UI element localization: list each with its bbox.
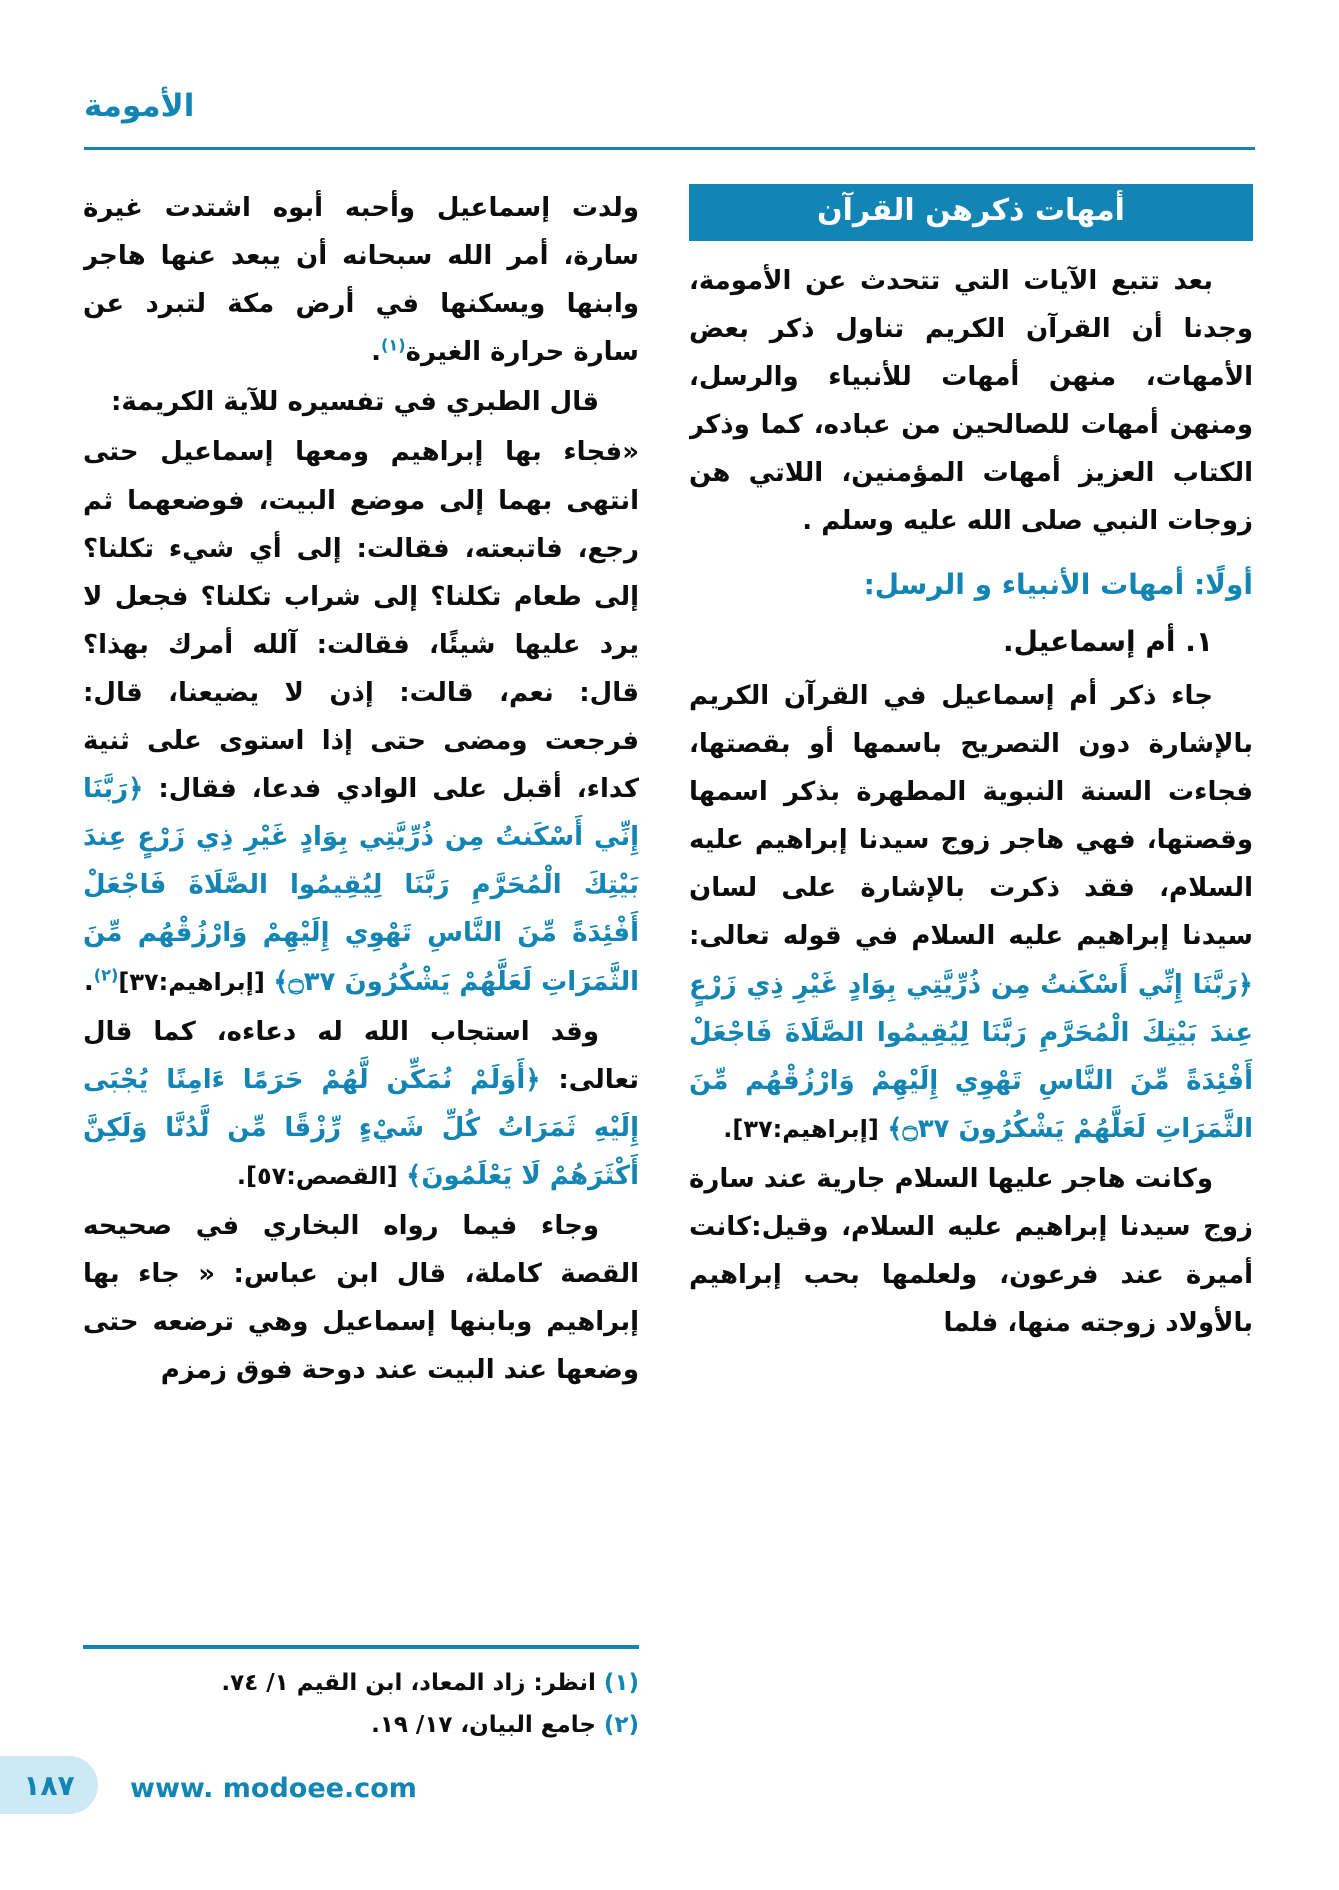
footnotes-section	[83, 1645, 639, 1746]
intro-paragraph: بعد تتبع الآيات التي تتحدث عن الأمومة، وجدنا أن القرآن الكريم تناول ذكر بعض الأمهات، منهن أمهات للأنبياء والرسل، ومنهن أمهات للصالحين من عباده، كما وذكر الكتاب العزيز أمهات المؤمنين، اللاتي هن زوجات النبي صلى الله عليه وسلم .	[689, 266, 1253, 537]
footnote-number: (٢)	[603, 1711, 639, 1738]
footnote-2	[83, 1705, 639, 1746]
footnote-marker-sup-1: (١)	[381, 335, 406, 355]
footnote-marker-sup-2: (٢)	[93, 964, 119, 984]
footnote-number: (١)	[603, 1670, 639, 1697]
quran-verse: ﴿رَبَّنَا إِنِّي أَسْكَنتُ مِن ذُرِّيَّتِي بِوَادٍ غَيْرِ ذِي زَرْعٍ عِندَ بَيْتِكَ الْمُحَرَّمِ رَبَّنَا لِيُقِيمُوا الصَّلَاةَ فَاجْعَلْ أَفْئِدَةً مِّنَ النَّاسِ تَهْوِي إِلَيْهِمْ وَارْزُقْهُم مِّنَ الثَّمَرَاتِ لَعَلَّهُمْ يَشْكُرُونَ ۝٣٧﴾	[83, 774, 639, 997]
right-column	[689, 184, 1253, 1746]
tabari-quote-paragraph	[83, 428, 639, 1005]
footnote-divider	[83, 1645, 639, 1649]
body-text: «فجاء بها إبراهيم ومعها إسماعيل حتى انتهى بهما إلى موضع البيت، فوضعهما ثم رجع، فاتبعته، فقالت: إلى أي شيء تكلنا؟ إلى طعام تكلنا؟ إلى شراب تكلنا؟ فجعل لا يرد عليها شيئًا، فقالت: آلله أمرك بهذا؟ قال: نعم، قالت: إذن لا يضيعنا، قال: فرجعت ومضى حتى إذا استوى على ثنية كداء، أقبل على الوادي فدعا، فقال:	[83, 437, 639, 805]
page-number-tab	[0, 1756, 98, 1814]
header-divider	[84, 147, 1255, 150]
body-paragraph-hajar: وكانت هاجر عليها السلام جارية عند سارة زوج سيدنا إبراهيم عليه السلام، وقيل:كانت أميرة عند فرعون، ولعلمها بحب إبراهيم بالأولاد زوجته منها، فلما	[689, 1163, 1253, 1339]
body-text: .	[83, 966, 94, 997]
first-heading: أولًا: أمهات الأنبياء و الرسل:	[863, 567, 1253, 601]
page-number: ١٨٧	[23, 1768, 75, 1802]
section-banner	[689, 184, 1253, 241]
tabari-intro-paragraph: قال الطبري في تفسيره للآية الكريمة:	[111, 387, 599, 418]
item-heading: ١. أم إسماعيل.	[1003, 624, 1213, 658]
verse-paragraph-right	[689, 672, 1253, 1153]
chapter-title: الأمومة	[84, 88, 195, 124]
body-text: جاء ذكر أم إسماعيل في القرآن الكريم بالإشارة دون التصريح باسمها أو بقصتها، فجاءت السنة النبوية المطهرة بذكر اسمها وقصتها، فهي هاجر زوج سيدنا إبراهيم عليه السلام، فقد ذكرت بالإشارة على لسان سيدنا إبراهيم عليه السلام في قوله تعالى:	[689, 680, 1253, 952]
section-banner-title: أمهات ذكرهن القرآن	[817, 193, 1125, 228]
bukhari-paragraph: وجاء فيما رواه البخاري في صحيحه القصة كاملة، قال ابن عباس: « جاء بها إبراهيم وبابنها إسماعيل وهي ترضعه حتى وضعها عند البيت عند دوحة فوق زمزم	[83, 1210, 639, 1386]
verse-reference: [إبراهيم:٣٧].	[723, 1114, 888, 1143]
footnote-text: جامع البيان، ١٧/ ١٩.	[371, 1711, 604, 1738]
footnote-1	[83, 1663, 639, 1704]
body-text: ولدت إسماعيل وأحبه أبوه اشتدت غيرة سارة، أمر الله سبحانه أن يبعد عنها هاجر وابنها ويسكنها في أرض مكة لتبرد عن سارة حرارة الغيرة	[83, 193, 639, 368]
body-text: وقد استجاب الله له دعاءه، كما قال تعالى:	[83, 1016, 639, 1095]
text-columns	[83, 184, 1253, 1746]
quran-verse: ﴿أَوَلَمْ نُمَكِّن لَّهُمْ حَرَمًا ءَامِنًا يُجْبَى إِلَيْهِ ثَمَرَاتُ كُلِّ شَيْءٍ رِّزْقًا مِّن لَّدُنَّا وَلَكِنَّ أَكْثَرَهُمْ لَا يَعْلَمُونَ﴾	[83, 1064, 639, 1191]
verse-reference: [القصص:٥٧].	[236, 1161, 407, 1190]
body-text: .	[371, 337, 382, 368]
footnote-text: انظر: زاد المعاد، ابن القيم ١/ ٧٤.	[221, 1670, 604, 1697]
continuation-paragraph	[83, 184, 639, 376]
dua-answer-paragraph	[83, 1008, 639, 1200]
left-column	[83, 184, 639, 1746]
website-url[interactable]: www. modoee.com	[130, 1773, 417, 1804]
quran-verse: ﴿رَبَّنَا إِنِّي أَسْكَنتُ مِن ذُرِّيَّتِي بِوَادٍ غَيْرِ ذِي زَرْعٍ عِندَ بَيْتِكَ الْمُحَرَّمِ رَبَّنَا لِيُقِيمُوا الصَّلَاةَ فَاجْعَلْ أَفْئِدَةً مِّنَ النَّاسِ تَهْوِي إِلَيْهِمْ وَارْزُقْهُم مِّنَ الثَّمَرَاتِ لَعَلَّهُمْ يَشْكُرُونَ ۝٣٧﴾	[689, 969, 1253, 1144]
verse-reference: [إبراهيم:٣٧]	[118, 967, 274, 996]
